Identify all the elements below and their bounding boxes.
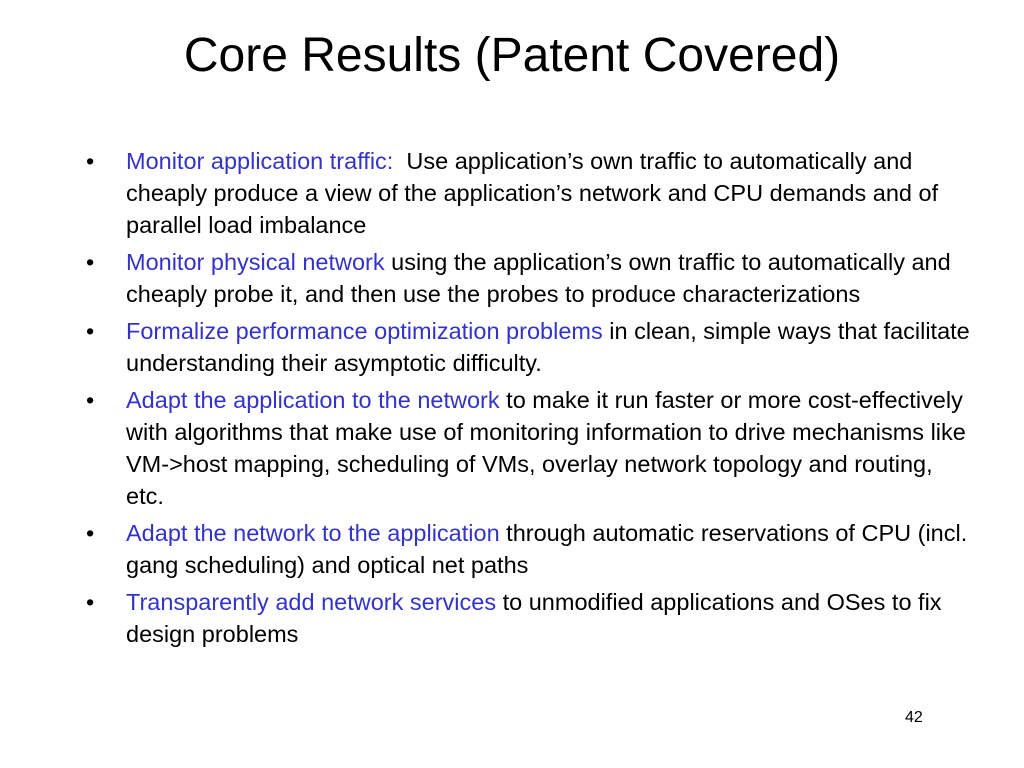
bullet-marker: • bbox=[86, 520, 95, 546]
bullet-text: in clean, simple ways that facilitate understanding their asymptotic difficulty. bbox=[126, 318, 970, 376]
bullet-marker: • bbox=[86, 318, 95, 344]
bullet-marker: • bbox=[86, 249, 95, 275]
bullet-item bbox=[86, 517, 976, 581]
bullet-item bbox=[86, 246, 976, 310]
bullet-marker: • bbox=[86, 387, 95, 413]
bullet-highlight: Monitor application traffic: bbox=[126, 148, 394, 174]
bullet-text: using the application’s own traffic to automatically and cheaply probe it, and then use the probes to produce characterizations bbox=[126, 249, 951, 307]
bullet-highlight: Transparently add network services bbox=[126, 589, 497, 615]
bullet-highlight: Adapt the application to the network bbox=[126, 387, 500, 413]
bullet-text: to unmodified applications and OSes to fix design problems bbox=[126, 589, 942, 647]
bullet-list bbox=[86, 145, 976, 655]
bullet-highlight: Formalize performance optimization problems bbox=[126, 318, 603, 344]
bullet-item bbox=[86, 586, 976, 650]
bullet-highlight: Adapt the network to the application bbox=[126, 520, 500, 546]
bullet-highlight: Monitor physical network bbox=[126, 249, 385, 275]
page-number: 42 bbox=[905, 709, 923, 726]
bullet-item bbox=[86, 384, 976, 512]
bullet-text: to make it run faster or more cost-effectively with algorithms that make use of monitoring information to drive mechanisms like VM->host mapping, scheduling of VMs, overlay network topology and routing, etc. bbox=[126, 387, 966, 509]
bullet-item bbox=[86, 145, 976, 241]
bullet-text: through automatic reservations of CPU (incl. gang scheduling) and optical net paths bbox=[126, 520, 968, 578]
bullet-text: Use application’s own traffic to automatically and cheaply produce a view of the application’s network and CPU demands and of parallel load imbalance bbox=[126, 148, 939, 238]
bullet-item bbox=[86, 315, 976, 379]
slide-title: Core Results (Patent Covered) bbox=[183, 29, 841, 82]
bullet-marker: • bbox=[86, 148, 95, 174]
bullet-marker: • bbox=[86, 589, 95, 615]
